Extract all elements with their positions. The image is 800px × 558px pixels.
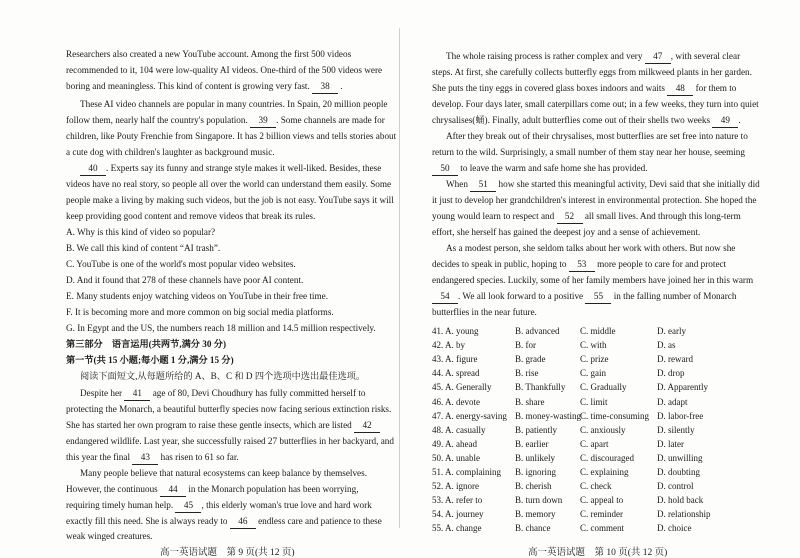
option-48-b: B. patiently	[515, 424, 557, 435]
text-line: young would learn to respect and 52 all small lives. And through this long-term	[432, 209, 741, 225]
page-footer: 高一英语试题 第 10 页(共 12 页)	[528, 548, 668, 558]
text-line: a cute dog with children's laughter as background music.	[66, 147, 275, 157]
choice-a: A. Why is this kind of video so popular?	[66, 227, 216, 237]
text-line: After they break out of their chrysalises, most butterflies are set free into nature to	[446, 131, 748, 141]
blank-38: 38	[312, 80, 338, 94]
option-48-c: C. anxiously	[580, 424, 626, 435]
text-line: The whole raising process is rather complex and very 47 , with several clear	[446, 49, 740, 65]
option-54-a: 54. A. journey	[432, 509, 484, 520]
option-54-d: D. relationship	[657, 509, 711, 520]
blank-54: 54	[432, 290, 458, 304]
text-line: children, like Pouty Frenchie from Singapore. It has 2 billion views and tells stories about	[66, 131, 397, 141]
subsection-title: 第一节(共 15 小题;每小题 1 分,满分 15 分)	[66, 355, 234, 365]
option-44-b: B. rise	[515, 368, 539, 379]
option-47-c: C. time-consuming	[580, 410, 649, 421]
text-line: Many people believe that natural ecosystems can keep balance by themselves.	[80, 468, 368, 478]
option-41-b: B. advanced	[515, 326, 560, 336]
option-54-c: C. reminder	[580, 509, 623, 520]
option-43-b: B. grade	[515, 354, 546, 365]
blank-42: 42	[354, 419, 380, 433]
page-footer: 高一英语试题 第 9 页(共 12 页)	[160, 548, 295, 558]
text-line: develop. Four days later, small caterpillars come out; in a few weeks, they turn into quiet	[432, 99, 759, 109]
option-47-a: 47. A. energy-saving	[432, 410, 507, 421]
text-line: Despite her 41 age of 80, Devi Choudhury has fully committed herself to	[80, 386, 366, 402]
right-page	[400, 0, 800, 558]
option-55-d: D. choice	[657, 523, 692, 534]
option-42-d: D. as	[657, 340, 676, 351]
text-line: videos have no real story, so people all over the world can understand them easily. Some	[66, 179, 392, 189]
option-46-a: 46. A. devote	[432, 396, 480, 407]
blank-52: 52	[557, 210, 583, 224]
text-line: However, the continuous 44 in the Monarch population has been worrying,	[66, 482, 359, 498]
blank-39: 39	[250, 114, 276, 128]
text-line: She has started her own program to raise these gentle insects, which are listed 42	[66, 418, 380, 434]
text-line: exactly fill this need. She is always ready to 46 endless care and patience to these	[66, 514, 382, 530]
option-55-a: 55. A. change	[432, 523, 482, 534]
option-42-a: 42. A. by	[432, 340, 466, 351]
option-48-a: 48. A. casually	[432, 424, 486, 435]
option-54-b: B. memory	[515, 509, 556, 520]
option-46-c: C. limit	[580, 396, 608, 407]
blank-40: 40	[80, 162, 106, 176]
text-line: people make a living by making such videos, but the job is not easy. YouTube says it will	[66, 195, 394, 205]
text-line: it just to develop her grandchildren's interest in environmental protection. She hoped the	[432, 195, 757, 205]
option-41-a: 41. A. young	[432, 326, 479, 336]
text-line: keep providing good content and remove videos that break its rules.	[66, 211, 316, 221]
option-53-b: B. turn down	[515, 495, 563, 506]
option-45-c: C. Gradually	[580, 382, 627, 393]
option-44-c: C. gain	[580, 368, 606, 379]
blank-47: 47	[645, 50, 671, 64]
option-49-d: D. later	[657, 438, 684, 449]
text-line: When 51 how she started this meaningful activity, Devi said that she initially did	[446, 177, 760, 193]
option-45-a: 45. A. Generally	[432, 382, 492, 393]
choice-e: E. Many students enjoy watching videos on YouTube in their free time.	[66, 291, 328, 301]
text-line: protecting the Monarch, a beautiful butterfly species now facing serious extinction risks.	[66, 404, 392, 414]
choice-f: F. It is becoming more and more common on big social media platforms.	[66, 307, 334, 317]
option-55-b: B. chance	[515, 523, 551, 534]
option-46-d: D. adapt	[657, 396, 688, 407]
option-46-b: B. share	[515, 396, 545, 407]
option-49-b: B. earlier	[515, 438, 549, 449]
text-line: boring and meaningless. This kind of content is growing very fast. 38 .	[66, 79, 343, 95]
option-50-c: C. discouraged	[580, 452, 634, 463]
option-51-b: B. ignoring	[515, 467, 557, 477]
option-55-c: C. comment	[580, 523, 624, 534]
option-48-d: D. silently	[657, 424, 695, 435]
text-line: decides to speak in public, hoping to 53 more people to care for and protect	[432, 257, 726, 273]
option-53-a: 53. A. refer to	[432, 495, 483, 506]
option-45-d: D. Apparently	[657, 382, 708, 393]
choice-c: C. YouTube is one of the world's most popular video websites.	[66, 259, 296, 269]
instruction: 阅读下面短文,从每题所给的 A、B、C 和 D 四个选项中选出最佳选项。	[80, 371, 366, 381]
option-51-d: D. doubting	[657, 467, 701, 477]
text-line: this year the final 43 has risen to 61 so far.	[66, 450, 239, 466]
blank-53: 53	[569, 258, 595, 272]
text-line: She puts the tiny eggs in covered glass boxes indoors and waits 48 for them to	[432, 81, 736, 97]
blank-49: 49	[712, 114, 738, 128]
option-51-a: 51. A. complaining	[432, 467, 501, 477]
text-line: As a modest person, she seldom talks about her work with others. But now she	[446, 243, 736, 253]
option-49-c: C. apart	[580, 438, 609, 449]
option-43-d: D. reward	[657, 354, 693, 365]
text-line: endangered wildlife. Last year, she successfully raised 27 butterflies in her backyard, and	[66, 436, 394, 446]
blank-43: 43	[132, 451, 158, 465]
blank-45: 45	[175, 499, 201, 513]
text-line: weak winged creatures.	[66, 531, 153, 541]
option-52-a: 52. A. ignore	[432, 481, 479, 492]
option-53-d: D. hold back	[657, 495, 704, 506]
option-44-d: D. drop	[657, 368, 685, 379]
text-line: return to the wild. Surprisingly, a small number of them stay near her house, seeming	[432, 147, 745, 157]
option-43-a: 43. A. figure	[432, 354, 478, 365]
option-52-b: B. cherish	[515, 481, 552, 492]
text-line: follow them, nearly half the country's population. 39 . Some channels are made for	[66, 113, 385, 129]
section-title: 第三部分 语言运用(共两节,满分 30 分)	[66, 339, 227, 349]
text-line: 54 . We all look forward to a positive 55 in the falling number of Monarch	[432, 289, 736, 305]
blank-41: 41	[124, 387, 150, 401]
blank-55: 55	[585, 290, 611, 304]
option-47-b: B. money-wasting	[515, 410, 581, 421]
choice-b: B. We call this kind of content “AI trash”.	[66, 243, 221, 253]
text-line: steps. At first, she carefully collects butterfly eggs from milkweed plants in her garden.	[432, 67, 752, 77]
option-42-b: B. for	[515, 340, 536, 351]
blank-51: 51	[470, 178, 496, 192]
option-50-b: B. unlikely	[515, 452, 555, 463]
text-line: effort, she herself has gained the deepest joy and a sense of achievement.	[432, 227, 701, 237]
text-line: requiring timely human help. 45 , this elderly woman's true love and hard work	[66, 498, 372, 514]
option-41-c: C. middle	[580, 326, 616, 336]
option-42-c: C. with	[580, 340, 607, 351]
choice-g: G. In Egypt and the US, the numbers reach 18 million and 14.5 million respectively.	[66, 323, 376, 333]
option-53-c: C. appeal to	[580, 495, 624, 506]
text-line: 50 to leave the warm and safe home she has provided.	[432, 161, 648, 177]
blank-44: 44	[160, 483, 186, 497]
text-line: endangered species. Luckily, some of her family members have joined her in this warm	[432, 275, 754, 285]
option-47-d: D. labor-free	[657, 410, 704, 421]
option-45-b: B. Thankfully	[515, 382, 566, 393]
option-52-c: C. check	[580, 481, 612, 492]
option-50-d: D. unwilling	[657, 452, 703, 463]
text-line: chrysalises(蛹). Finally, adult butterflies come out of their shells two weeks 49 .	[432, 113, 741, 129]
text-line: 40 . Experts say its funny and strange style makes it well-liked. Besides, these	[80, 161, 381, 177]
text-line: recommended to it, 104 were low-quality AI videos. One-third of the 500 videos were	[66, 65, 383, 75]
text-line: butterflies in the near future.	[432, 307, 537, 317]
choice-d: D. And it found that 278 of these channels have poor AI content.	[66, 275, 304, 285]
option-44-a: 44. A. spread	[432, 368, 480, 379]
option-52-d: D. control	[657, 481, 694, 492]
option-43-c: C. prize	[580, 354, 609, 365]
option-41-d: D. early	[657, 326, 686, 336]
text-line: Researchers also created a new YouTube account. Among the first 500 videos	[66, 49, 352, 59]
blank-50: 50	[432, 162, 458, 176]
text-line: These AI video channels are popular in many countries. In Spain, 20 million people	[80, 99, 388, 109]
option-51-c: C. explaining	[580, 467, 629, 477]
blank-46: 46	[230, 515, 256, 529]
option-49-a: 49. A. ahead	[432, 438, 477, 449]
option-50-a: 50. A. unable	[432, 452, 480, 463]
blank-48: 48	[667, 82, 693, 96]
